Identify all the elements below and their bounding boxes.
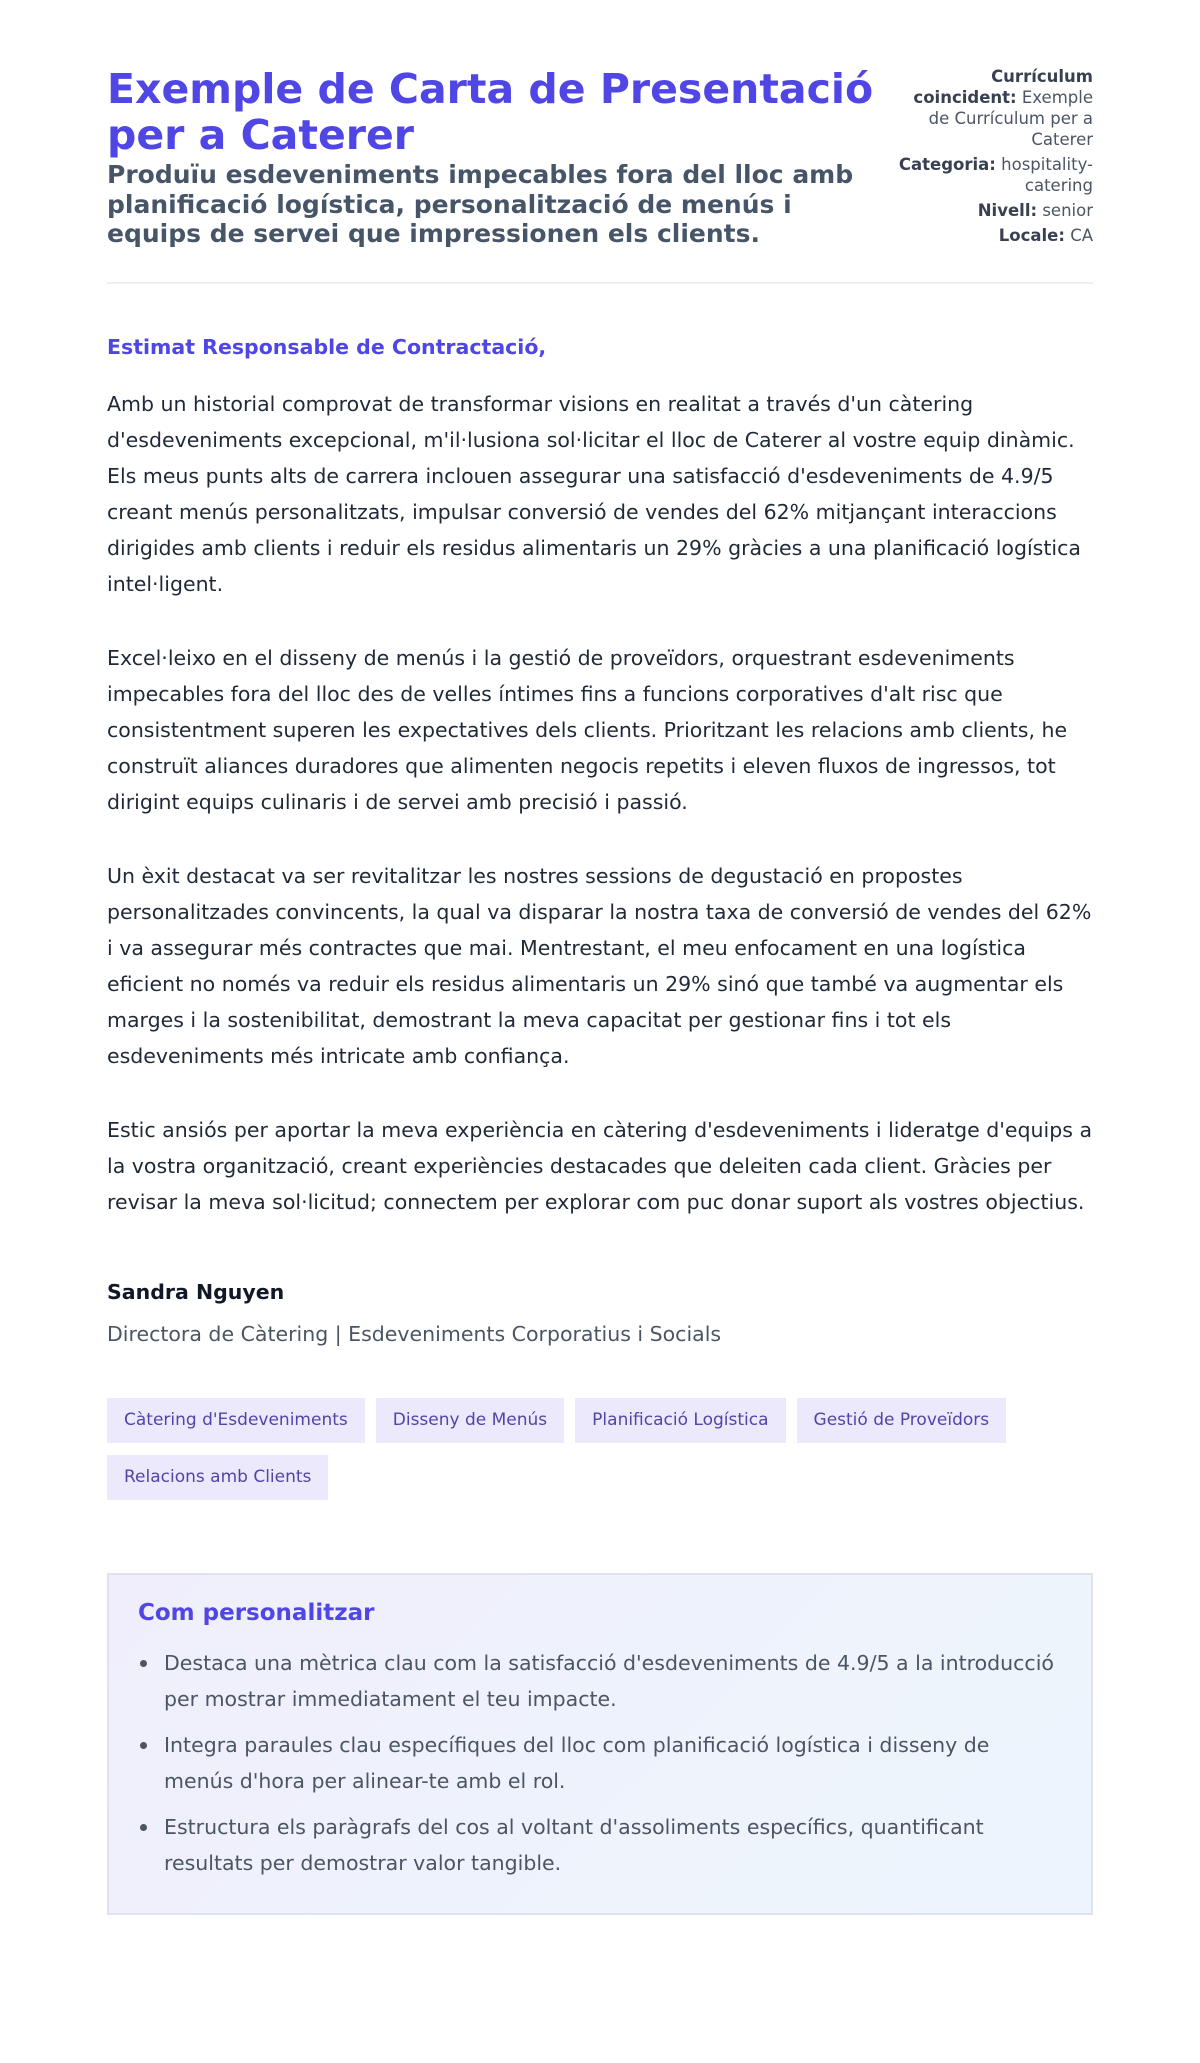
metadata-panel [893, 66, 1093, 250]
paragraph-intro: Amb un historial comprovat de transformar visions en realitat a través d'un càtering d'esdeveniments excepcional, m'il·lusiona sol·licitar el lloc de Caterer al vostre equip dinàmic. Els meus punts alts de carrera inclouen assegurar una satisfacció d'esdeveniments de 4.9/5 creant menús personalitzats, impulsar conversió de vendes del 62% mitjançant interaccions dirigides amb clients i reduir els residus alimentaris un 29% gràcies a una planificació logística intel·ligent. [107, 392, 1081, 596]
tips-title: Com personalitzar [138, 1600, 375, 1626]
header-titles [107, 66, 887, 249]
tips-item-text: Integra paraules clau específiques del lloc com planificació logística i disseny de menús d'hora per alinear-te amb el rol. [164, 1733, 990, 1793]
bullet-icon [140, 1742, 147, 1749]
tag-menu-design: Disseny de Menús [376, 1398, 564, 1443]
bullet-icon [140, 1660, 147, 1667]
signature-block [107, 1278, 1093, 1348]
tag-event-catering: Càtering d'Esdeveniments [107, 1398, 365, 1443]
meta-level-value: senior [1042, 201, 1093, 220]
meta-locale-label: Locale: [998, 226, 1065, 245]
meta-matched-resume [893, 66, 1093, 150]
page-subtitle: Produïu esdeveniments impecables fora del lloc amb planificació logística, personalització de menús i equips de servei que impressionen els clients. [107, 160, 854, 248]
paragraph-skills: Excel·leixo en el disseny de menús i la gestió de proveïdors, orquestrant esdeveniments impecables fora del lloc des de velles íntimes fins a funcions corporatives d'alt risc que consistentment superen les expectatives dels clients. Prioritzant les relacions amb clients, he construït aliances duradores que alimenten negocis repetits i eleven fluxos de ingressos, tot dirigint equips culinaris i de servei amb precisió i passió. [107, 646, 1068, 814]
tag-vendor-management: Gestió de Proveïdors [797, 1398, 1007, 1443]
paragraph-closing: Estic ansiós per aportar la meva experiència en càtering d'esdeveniments i lideratge d'equips a la vostra organització, creant experiències destacades que deleiten cada client. Gràcies per revisar la meva sol·licitud; connectem per explorar com puc donar suport als vostres objectius. [107, 1118, 1093, 1214]
tips-item [138, 1645, 1062, 1717]
customization-tips-box [107, 1573, 1093, 1915]
meta-level-label: Nivell: [977, 201, 1038, 220]
page-header [107, 66, 1093, 284]
meta-category-label: Categoria: [898, 155, 996, 174]
paragraph-achievement: Un èxit destacat va ser revitalitzar les nostres sessions de degustació en propostes personalitzades convincents, la qual va disparar la nostra taxa de conversió de vendes del 62% i va assegurar més contractes que mai. Mentrestant, el meu enfocament en una logística eficient no només va reduir els residus alimentaris un 29% sinó que també va augmentar els marges i la sostenibilitat, demostrant la meva capacitat per gestionar fins i tot els esdeveniments més intricate amb confiança. [107, 864, 1092, 1068]
meta-matched-resume-value: Exemple de Currículum per a Caterer [928, 88, 1093, 149]
page-title: Exemple de Carta de Presentació per a Caterer [107, 65, 874, 159]
tag-client-relations: Relacions amb Clients [107, 1455, 328, 1500]
meta-category-value: hospitality-catering [1001, 155, 1093, 195]
bullet-icon [140, 1824, 147, 1831]
meta-category [893, 154, 1093, 196]
signature-name: Sandra Nguyen [107, 1280, 285, 1304]
tips-item [138, 1727, 1062, 1799]
meta-locale-value: CA [1070, 226, 1093, 245]
letter-paragraphs [107, 386, 1093, 1220]
meta-level [893, 200, 1093, 221]
tag-logistics-planning: Planificació Logística [575, 1398, 785, 1443]
meta-locale [893, 225, 1093, 246]
signature-role: Directora de Càtering | Esdeveniments Corporatius i Socials [107, 1322, 722, 1346]
tips-item-text: Estructura els paràgrafs del cos al voltant d'assoliments específics, quantificant resultats per demostrar valor tangible. [164, 1815, 984, 1875]
skill-tags [107, 1398, 1067, 1500]
meta-matched-resume-label: Currículum coincident: [913, 67, 1093, 107]
tips-item-text: Destaca una mètrica clau com la satisfacció d'esdeveniments de 4.9/5 a la introducció per mostrar immediatament el teu impacte. [164, 1651, 1054, 1711]
tips-item [138, 1809, 1062, 1881]
letter-body [107, 334, 1093, 1348]
salutation: Estimat Responsable de Contractació, [107, 335, 547, 359]
tips-list [138, 1645, 1062, 1881]
